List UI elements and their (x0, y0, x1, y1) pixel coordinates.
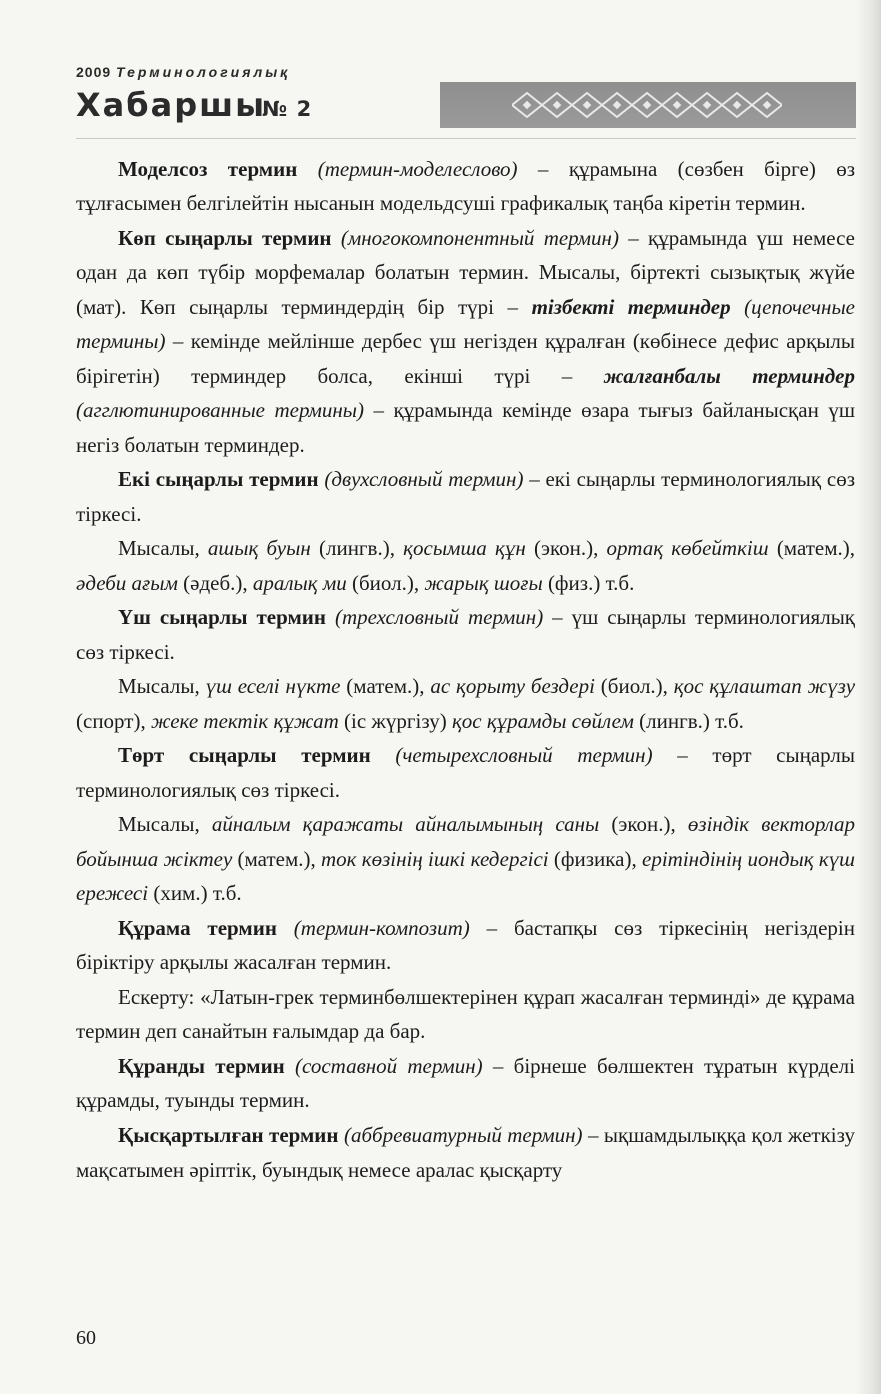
example-term: ашық буын (207, 536, 311, 561)
example-domain: (матем.), (768, 536, 856, 561)
example-domain: (экон.), (599, 812, 688, 837)
term-heading: Құрама термин (118, 915, 277, 940)
example-domain: (физ.) т.б. (542, 570, 635, 595)
term-heading: Үш сыңарлы термин (118, 605, 326, 630)
ornament-pattern (512, 89, 782, 121)
example-term: ерітіндінің иондық күш ережесі (76, 846, 855, 906)
example-term: үш еселі нүкте (205, 674, 341, 699)
ornament-band (440, 82, 856, 128)
example-domain: (физика), (548, 846, 642, 871)
example-domain: (іс жүргізу) (338, 708, 452, 733)
definition-text: – бастапқы сөз тіркесінің негіздерін біріктіру арқылы жасалған термин. (76, 915, 855, 975)
example-domain: (лингв.) т.б. (633, 708, 744, 733)
definition-text: – бірнеше бөлшектен тұратын күрделі құрамды, туынды термин. (76, 1054, 855, 1113)
example-term: аралық ми (252, 570, 347, 595)
example-term: ортақ көбейткіш (606, 536, 769, 561)
paragraph-tort-syngarly-termin (76, 738, 855, 807)
article-body (76, 152, 855, 1187)
example-lead: Мысалы, (118, 812, 212, 837)
russian-gloss: (термин-композит) (293, 915, 470, 940)
paragraph-note (76, 980, 855, 1049)
example-domain: (экон.), (525, 536, 607, 561)
page-number: 60 (76, 1327, 96, 1349)
example-lead: Мысалы, (118, 674, 206, 699)
paragraph-kurandy-termin (76, 1049, 855, 1118)
paragraph-kop-syngarly-termin (76, 221, 855, 462)
example-lead: Мысалы, (118, 536, 208, 561)
paragraph-examples-two-word (76, 531, 855, 600)
header-title: Хабаршы (76, 86, 267, 124)
example-term: әдеби ағым (76, 570, 178, 595)
example-domain: (спорт), (76, 708, 151, 733)
term-heading: Құранды термин (118, 1054, 285, 1079)
header-year-line (76, 64, 290, 80)
example-term: айналым қаражаты айналымының саны (211, 812, 600, 837)
term-heading: Қысқартылған термин (118, 1123, 339, 1148)
paragraph-kyskartylgan-termin (76, 1118, 855, 1187)
example-domain: (матем.), (340, 674, 431, 699)
header-rule (76, 138, 856, 139)
paragraph-eki-syngarly-termin (76, 462, 855, 531)
paragraph-kurama-termin (76, 911, 855, 980)
running-header (76, 64, 856, 134)
subterm: жалғанбалы терминдер (603, 363, 855, 388)
russian-gloss: (аббревиатурный термин) (343, 1123, 583, 1148)
paragraph-examples-four-word (76, 807, 855, 910)
example-term: ток көзінің ішкі кедергісі (321, 846, 549, 871)
header-issue-number: № 2 (262, 97, 313, 121)
russian-gloss: (двухсловный термин) (324, 467, 524, 492)
definition-text: – екі сыңарлы терминологиялық сөз тіркесі. (76, 467, 855, 526)
header-journal: Терминологиялық (116, 64, 291, 80)
example-domain: (әдеб.), (177, 570, 253, 595)
russian-gloss: (четырехсловный термин) (395, 743, 653, 768)
definition-text: – кемінде мейлінше дербес үш негізден құралған (көбінесе дефис арқылы бірігетін) терминдер болса, екінші түрі – (76, 329, 855, 388)
example-term: қос құлаштап жүзу (673, 674, 856, 699)
definition-text: – ықшамдылыққа қол жеткізу мақсатымен әріптік, буындық немесе аралас қысқарту (76, 1123, 856, 1182)
example-term: жарық шоғы (424, 570, 543, 595)
term-heading: Моделсоз термин (118, 157, 298, 181)
russian-gloss: (цепочечные термины) (76, 294, 855, 354)
paragraph-ush-syngarly-termin (76, 600, 855, 669)
example-domain: (хим.) т.б. (148, 881, 242, 906)
paragraph-examples-three-word (76, 669, 855, 738)
example-domain: (матем.), (232, 846, 321, 871)
term-heading: Екі сыңарлы термин (118, 467, 319, 492)
subterm: тізбекті терминдер (531, 294, 731, 319)
definition-text: – құрамында үш немесе одан да көп түбір морфемалар болатын термин. Мысалы, біртекті сызықтық жүйе (мат). Көп сыңарлы терминдердің бір түрі – (76, 226, 855, 319)
example-domain: (лингв.), (310, 536, 404, 561)
definition-text: – құрамына (сөзбен бірге) өз тұлғасымен белгілейтін нысанын модельдсуші графикалық таңба кіретін термин. (76, 157, 855, 216)
example-term: жеке тектік құжат (150, 708, 339, 733)
definition-text: – құрамында кемінде өзара тығыз байланысқан үш негіз болатын терминдер. (76, 398, 856, 457)
russian-gloss: (трехсловный термин) (334, 605, 544, 630)
example-term: қос құрамды сөйлем (451, 708, 634, 733)
russian-gloss: (составной термин) (295, 1054, 483, 1079)
definition-text: – үш сыңарлы терминологиялық сөз тіркесі. (76, 605, 856, 664)
page-shadow (855, 0, 881, 1394)
note-text: Ескерту: «Латын-грек терминбөлшектерінен құрап жасалған терминді» де құрама термин деп санайтын ғалымдар да бар. (76, 985, 855, 1044)
example-term: ас қорыту бездері (430, 674, 595, 699)
example-term: өзіндік векторлар бойынша жіктеу (76, 812, 855, 871)
russian-gloss: (многокомпонентный термин) (340, 226, 619, 251)
russian-gloss: (агглютинированные термины) (76, 398, 364, 423)
example-domain: (биол.), (594, 674, 674, 699)
example-domain: (биол.), (346, 570, 425, 595)
russian-gloss: (термин-моделеслово) (317, 157, 518, 181)
paragraph-modelsoz-termin (76, 152, 855, 221)
definition-text: – төрт сыңарлы терминологиялық сөз тіркесі. (76, 743, 855, 802)
example-term: қосымша құн (403, 536, 526, 561)
term-heading: Көп сыңарлы термин (118, 226, 332, 251)
header-year: 2009 (76, 64, 112, 80)
term-heading: Төрт сыңарлы термин (118, 743, 371, 768)
